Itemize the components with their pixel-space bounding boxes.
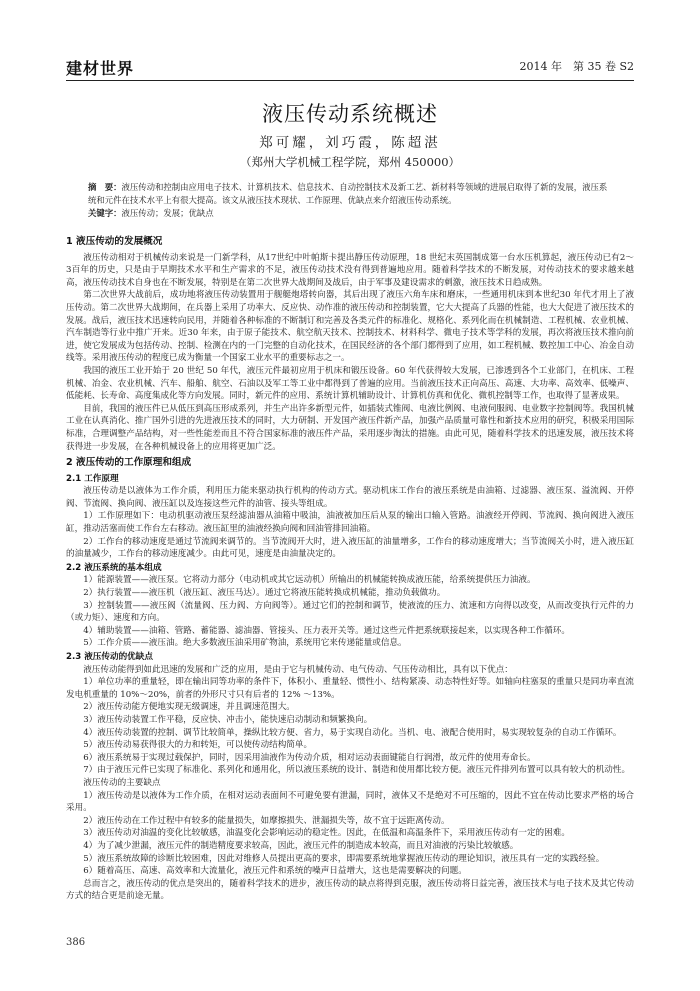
list-item: 2）液压传动在工作过程中有较多的能量损失，如摩擦损失、泄漏损失等，故不宜于远距离传动。 (83, 815, 450, 826)
article-body (66, 232, 634, 903)
list-item: 3）液压传动对油温的变化比较敏感，油温变化会影响运动的稳定性。因此，在低温和高温条件下，采用液压传动有一定的困难。 (83, 828, 570, 839)
masthead (66, 50, 634, 78)
list-item: 6）液压系统易于实现过载保护，同时，因采用油液作为传动介质，相对运动表面键能自行润滑，故元件的使用寿命长。 (83, 752, 536, 763)
list-item: 4）为了减少泄漏，液压元件的制造精度要求较高，因此，液压元件的制造成本较高，而且对油液的污染比较敏感。 (83, 840, 519, 851)
list-item: 1）单位功率的重量轻，即在输出同等功率的条件下，体积小、重量轻、惯性小、结构紧凑、动态特性好等。如轴向柱塞泵的重量只是同功率直流发电机重量的 10%～20%，前者的外形尺寸只有后者的 12% ～13%。 (66, 677, 634, 700)
list-item: 4）液压传动装置的控制、调节比较简单，操纵比较方便、省力，易于实现自动化。当机、电、液配合使用时，易实现较复杂的自动工作循环。 (83, 727, 622, 738)
paragraph: 液压传动相对于机械传动来说是一门新学科，从17世纪中叶帕斯卡提出静压传动原理，18 世纪末英国制成第一台水压机算起，液压传动已有2～3百年的历史，只是由于早期技术水平和生产需求的不足，液压传动技术没有得到普遍地应用。随着科学技术的不断发展，对传动技术的要求越来越高，液压传动技术自身也在不断发展，特别是在第二次世界大战期间及战后，由于军事及建设需求的刺激，液压技术日趋成熟。 (66, 252, 634, 288)
paragraph: 我国的液压工业开始于 20 世纪 50 年代，液压元件最初应用于机床和锻压设备。60 年代获得较大发展，已渗透到各个工业部门，在机床、工程机械、冶金、农业机械、汽车、船舶、航空、石油以及军工等工业中都得到了普遍的应用。当前液压技术正向高压、高速、大功率、高效率、低噪声、低能耗、长寿命、高度集成化等方向发展。同时，新元件的应用、系统计算机辅助设计、计算机仿真和优化、微机控制等工作，也取得了显著成果。 (66, 365, 634, 402)
paragraph: 液压传动是以液体为工作介质，利用压力能来驱动执行机构的传动方式。驱动机床工作台的液压系统是由油箱、过滤器、液压泵、溢流阀、开停阀、节流阀、换向阀、液压缸以及连接这些元件的油管、接头等组成。 (66, 486, 634, 509)
abstract-block (88, 181, 612, 220)
list-item: 3）液压传动装置工作平稳，反应快、冲击小，能快速启动制动和频繁换向。 (83, 714, 373, 725)
section-1-heading: 1 液压传动的发展概况 (66, 236, 163, 247)
subsection-2-1-heading: 2.1 工作原理 (66, 473, 119, 484)
paragraph: 1）工作原理如下：电动机驱动液压泵经滤油器从油箱中吸油，油液被加压后从泵的输出口输入管路。油液经开停阀、节流阀、换向阀进入液压缸，推动活塞而使工作台左右移动。液压缸里的油液经换向阀和回油管排回油箱。 (66, 511, 634, 535)
paragraph: 2）工作台的移动速度是通过节流阀来调节的。当节流阀开大时，进入液压缸的油量增多，工作台的移动速度增大；当节流阀关小时，进入液压缸的油量减少，工作台的移动速度减少。由此可见，速度是由油量决定的。 (66, 536, 634, 560)
list-item: 5）液压传动易获得很大的力和转矩，可以使传动结构简单。 (83, 740, 313, 751)
author-affiliation: （郑州大学机械工程学院，郑州 450000） (239, 155, 461, 169)
page-number: 386 (66, 937, 86, 948)
article-title: 液压传动系统概述 (262, 102, 438, 126)
list-item: 7）由于液压元件已实现了标准化、系列化和通用化，所以液压系统的设计、制造和使用都比较方便。液压元件排列布置可以具有较大的机动性。 (83, 765, 631, 776)
subsection-2-3-heading: 2.3 液压传动的优缺点 (66, 652, 153, 662)
abstract (88, 181, 612, 207)
keywords-label: 关键字： (88, 208, 122, 218)
abstract-label: 摘 要： (88, 182, 122, 192)
disadvantages-heading: 液压传动的主要缺点 (83, 777, 161, 788)
conclusion-paragraph: 总而言之，液压传动的优点是突出的，随着科学技术的进步，液压传动的缺点将得到克服，液压传动将日益完善，液压技术与电子技术及其它传动方式的结合更是前途无量。 (66, 878, 634, 902)
issue-info: 2014 年 第 35 卷 S2 (519, 60, 634, 73)
subsection-2-2-heading: 2.2 液压系统的基本组成 (66, 562, 162, 573)
keywords (88, 207, 612, 220)
list-item: 1）液压传动是以液体为工作介质，在相对运动表面间不可避免要有泄漏，同时，液体又不是绝对不可压缩的，因此不宜在传动比要求严格的场合采用。 (66, 790, 634, 814)
journal-name: 建材世界 (66, 59, 135, 78)
paragraph: 液压传动能得到如此迅速的发展和广泛的应用，是由于它与机械传动、电气传动、气压传动相比，具有以下优点： (83, 664, 513, 675)
list-item: 2）执行装置——液压机（液压缸、液压马达）。通过它将液压能转换成机械能，推动负载做功。 (83, 588, 446, 599)
list-item: 5）液压系统故障的诊断比较困难，因此对维修人员提出更高的要求，即需要系统地掌握液压传动的理论知识，液压具有一定的实践经验。 (83, 853, 605, 864)
list-item: 1）能源装置——液压泵。它将动力部分（电动机或其它远动机）所输出的机械能转换成液压能，给系统提供压力油液。 (83, 575, 536, 586)
header-rule (66, 80, 634, 81)
list-item: 3）控制装置——液压阀（流量阀、压力阀、方向阀等）。通过它们的控制和调节，使液流的压力、流速和方向得以改变，从而改变执行元件的力（或力矩）、速度和方向。 (66, 600, 634, 624)
abstract-text: 液压传动和控制由应用电子技术、计算机技术、信息技术、自动控制技术及新工艺、新材料等领域的进展启取得了新的发展，液压系统和元件在技术水平上有很大提高。该文从液压技术现状、工作原理、优缺点来介绍液压传动系统。 (88, 182, 608, 205)
paragraph: 目前，我国的液压件已从低压到高压形成系列，并生产出许多新型元件，如插装式锥阀、电液比例阀、电液伺服阀、电业数字控制阀等。我国机械工业在认真消化、推广国外引进的先进液压技术的同时，大力研制、开发国产液压件新产品，加强产品质量可靠性和新技术应用的研究，积极采用国际标准，合理调整产品结构，对一些性能差而且不符合国家标准的液压件产品，采用逐步淘汰的措施。由此可见，随着科学技术的迅速发展，液压技术将获得进一步发展，在各种机械设备上的应用将更加广泛。 (66, 403, 634, 452)
section-2-heading: 2 液压传动的工作原理和组成 (66, 457, 192, 469)
paragraph: 第二次世界大战前后，成功地将液压传动装置用于舰艇炮塔转向器，其后出现了液压六角车床和磨床，一些通用机床到本世纪30 年代才用上了液压传动。第二次世界大战期间，在兵器上采用了功率大、反应快、动作准的液压传动和控制装置，它大大提高了兵器的性能，也大大促进了液压技术的发展。战后，液压技术迅速转向民用，并随着各种标准的不断制订和完善及各类元件的标准化、规格化、系列化而在机械制造、工程机械、农业机械、汽车制造等行业中推广开来。近30 年来，由于原子能技术、航空航天技术、控制技术、材料科学、微电子技术等学科的发展，再次将液压技术推向前进，使它发展成为包括传动、控制、检测在内的一门完整的自动化技术，在国民经济的各个部门都得到了应用，如工程机械、数控加工中心、冶金自动线等。采用液压传动的程度已成为衡量一个国家工业水平的重要标志之一。 (66, 290, 634, 364)
list-item: 2）液压传动能方便地实现无级调速，并且调速范围大。 (83, 702, 295, 713)
list-item: 5）工作介质——液压油。绝大多数液压油采用矿物油，系统用它来传递能量或信息。 (83, 638, 407, 649)
keywords-text: 液压传动；发展；优缺点 (121, 208, 214, 218)
list-item: 6）随着高压、高速、高效率和大流量化，液压元件和系统的噪声日益增大，这也是需要解决的问题。 (83, 866, 467, 877)
list-item: 4）辅助装置——油箱、管路、蓄能器、滤油器、管接头、压力表开关等。通过这些元件把系统联接起来，以实现各种工作循环。 (83, 625, 570, 636)
article-authors: 郑可耀，刘巧霞，陈超湛 (259, 135, 441, 151)
